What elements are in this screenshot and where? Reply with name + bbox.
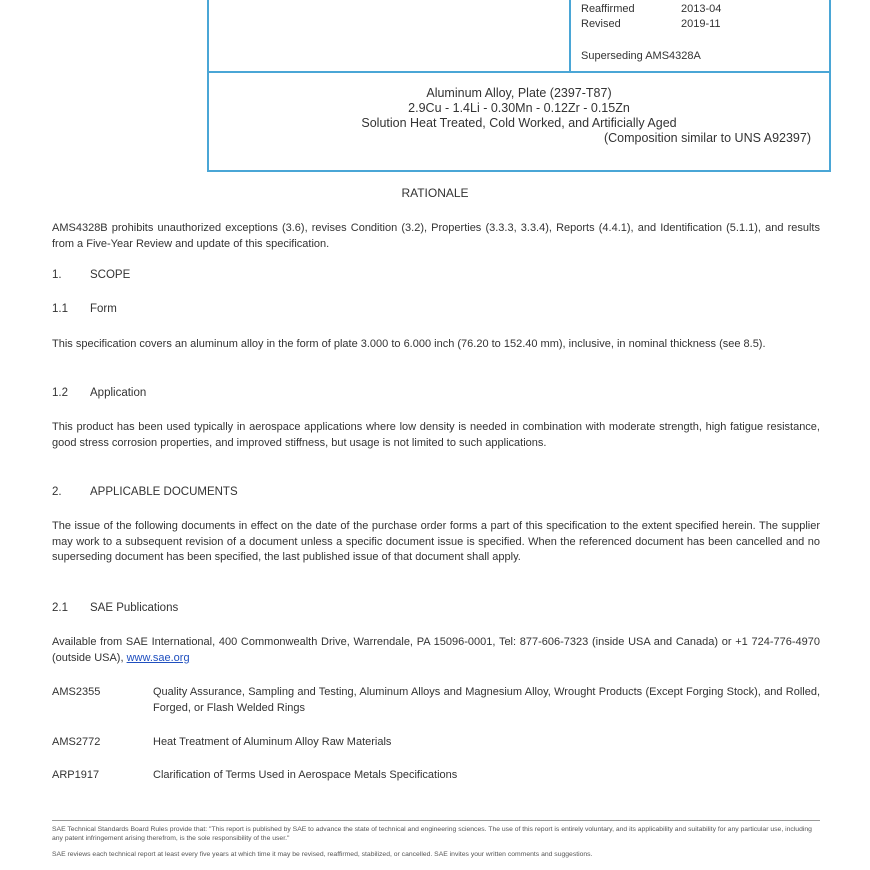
- section-2-text: The issue of the following documents in effect on the date of the purchase order forms a part of this specification to the extent specified herein. The supplier may work to a subsequent revision of a document unless a specific document issue is specified. When the referenced document has been cancelled and no superseding document has been specified, the last published issue of that document shall apply.: [52, 520, 820, 563]
- rationale-heading: RATIONALE: [401, 186, 469, 200]
- section-1-2-heading: 1.2 Application: [52, 387, 147, 399]
- section-1-1-text: This specification covers an aluminum alloy in the form of plate 3.000 to 6.000 inch (76.20 to 152.40 mm), inclusive, in nominal thickness (see 8.5).: [52, 338, 766, 350]
- reaffirmed-row: Reaffirmed 2013-04: [581, 3, 722, 15]
- footer-review-note: SAE reviews each technical report at least every five years at which time it may be revised, reaffirmed, stabilized, or cancelled. SAE invites your written comments and suggestions.: [52, 851, 593, 858]
- section-1-2-text: This product has been used typically in aerospace applications where low density is needed in combination with moderate strength, high fatigue resistance, good stress corrosion properties, and improved stiffness, but usage is not limited to such applications.: [52, 421, 820, 449]
- reference-row: AMS2772 Heat Treatment of Aluminum Alloy Raw Materials: [52, 736, 392, 748]
- reference-row: ARP1917 Clarification of Terms Used in Aerospace Metals Specifications: [52, 769, 458, 781]
- rationale-text: AMS4328B prohibits unauthorized exceptions (3.6), revises Condition (3.2), Properties (3.3.3, 3.3.4), Reports (4.4.1), and Identification (5.1.1), and results from a Five-Year Review and update of this specification.: [52, 222, 820, 250]
- superseding-row: Superseding AMS4328A: [581, 50, 701, 62]
- sae-website-link[interactable]: www.sae.org: [126, 651, 190, 664]
- revised-row: Revised 2019-11: [581, 18, 721, 30]
- header-meta-cell: [571, 0, 829, 73]
- header-logo-cell: [209, 0, 571, 73]
- section-1-heading: 1. SCOPE: [52, 269, 131, 281]
- section-2-1-text: Available from SAE International, 400 Commonwealth Drive, Warrendale, PA 15096-0001, Tel: 877-606-7323 (inside USA and Canada) or +1 724-776-4970 (outside USA), www.sae.org: [52, 636, 820, 664]
- section-2-heading: 2. APPLICABLE DOCUMENTS: [52, 486, 238, 498]
- reference-row: AMS2355 Quality Assurance, Sampling and Testing, Aluminum Alloys and Magnesium Alloy, Wrought Products (Except Forging Stock), and Rolled, Forged, or Flash Welded Rings: [52, 686, 820, 714]
- document-title: Aluminum Alloy, Plate (2397-T87) 2.9Cu - 1.4Li - 0.30Mn - 0.12Zr - 0.15Zn Solution Heat Treated, Cold Worked, and Artificially Aged (Composition similar to UNS A92397): [361, 86, 811, 145]
- section-2-1-heading: 2.1 SAE Publications: [52, 602, 179, 614]
- footer-disclaimer: SAE Technical Standards Board Rules provide that: "This report is published by SAE to advance the state of technical and engineering sciences. The use of this report is entirely voluntary, and its applicability and suitability for any particular use, including any patent infringement arising therefrom, is the sole responsibility of the user.": [52, 826, 812, 842]
- footer-divider: [52, 820, 820, 821]
- document-header-box: [207, 0, 831, 172]
- section-1-1-heading: 1.1 Form: [52, 303, 117, 315]
